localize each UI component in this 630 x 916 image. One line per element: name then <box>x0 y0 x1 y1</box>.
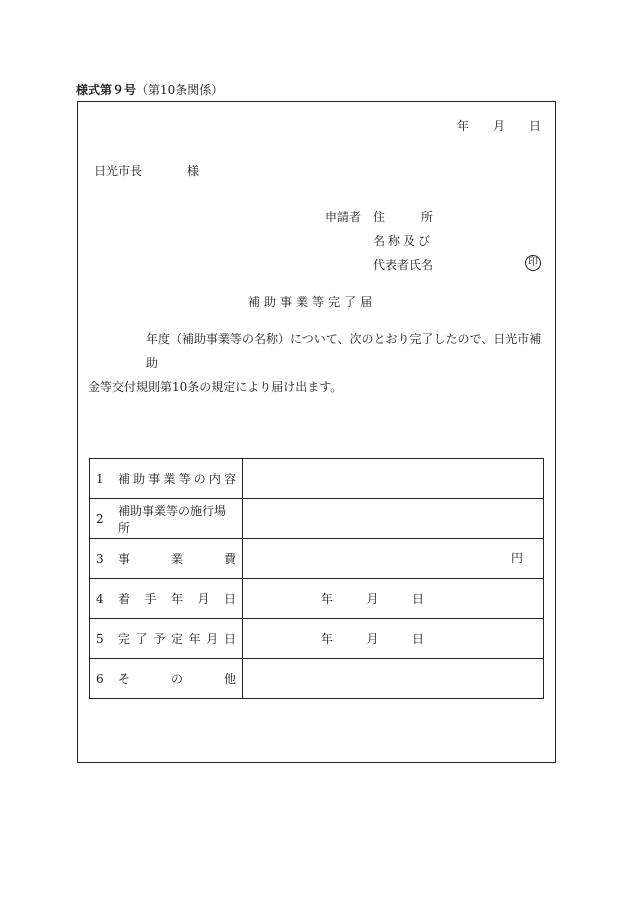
table-row <box>90 579 544 619</box>
form-number: 様式第９号 <box>76 83 137 97</box>
name-line-char-4: び <box>418 234 431 248</box>
row-value-cell[interactable] <box>243 459 544 499</box>
address-char-2: 所 <box>421 210 434 224</box>
row-number: 6 <box>96 671 104 686</box>
name-line-char-2: 称 <box>388 234 401 248</box>
yen-unit: 円 <box>510 551 523 565</box>
body-paragraph <box>88 327 548 399</box>
table-row <box>90 499 544 539</box>
seal-mark: 印 <box>525 255 541 271</box>
table-row <box>90 659 544 699</box>
address-char-1: 住 <box>373 210 386 224</box>
row-label: 事 業 費 <box>118 552 236 566</box>
row-label: 完 了 予 定 年 月 日 <box>118 632 236 646</box>
row-value-cell[interactable] <box>243 499 544 539</box>
row-label: そ の 他 <box>118 672 236 686</box>
name-line-char-3: 及 <box>403 234 416 248</box>
ymd-fields: 年 月 日 <box>321 592 424 606</box>
row-number: 4 <box>96 591 104 606</box>
items-table <box>89 458 544 699</box>
name-line-char-1: 名 <box>373 234 386 248</box>
row-label: 補助事業等の施行場所 <box>118 503 227 535</box>
row-label: 着 手 年 月 日 <box>118 592 236 606</box>
date-month: 月 <box>493 119 506 133</box>
body-line-1: 年度（補助事業等の名称）について、次のとおり完了したので、日光市補助 <box>146 332 542 370</box>
form-number-label <box>76 84 223 96</box>
date-year: 年 <box>457 119 470 133</box>
date-day: 日 <box>529 119 542 133</box>
ymd-fields: 年 月 日 <box>321 632 424 646</box>
document-title: 補 助 事 業 等 完 了 届 <box>248 295 373 309</box>
row-number: 1 <box>96 471 104 486</box>
addressee-honorific: 様 <box>187 164 200 178</box>
row-number: 3 <box>96 551 104 566</box>
table-row <box>90 459 544 499</box>
applicant-label: 申請者 <box>325 210 362 224</box>
row-value-cell[interactable] <box>243 619 544 659</box>
row-label: 補 助 事 業 等 の 内 容 <box>118 472 236 486</box>
row-value-cell[interactable] <box>243 539 544 579</box>
representative-label: 代表者氏名 <box>373 258 434 272</box>
table-row <box>90 539 544 579</box>
form-article-note: （第10条関係） <box>136 83 224 97</box>
row-value-cell[interactable] <box>243 579 544 619</box>
row-number: 2 <box>96 511 104 526</box>
row-number: 5 <box>96 631 104 646</box>
row-value-cell[interactable] <box>243 659 544 699</box>
addressee-name: 日光市長 <box>94 164 143 178</box>
table-row <box>90 619 544 659</box>
body-line-2: 金等交付規則第10条の規定により届け出ます。 <box>88 380 343 394</box>
